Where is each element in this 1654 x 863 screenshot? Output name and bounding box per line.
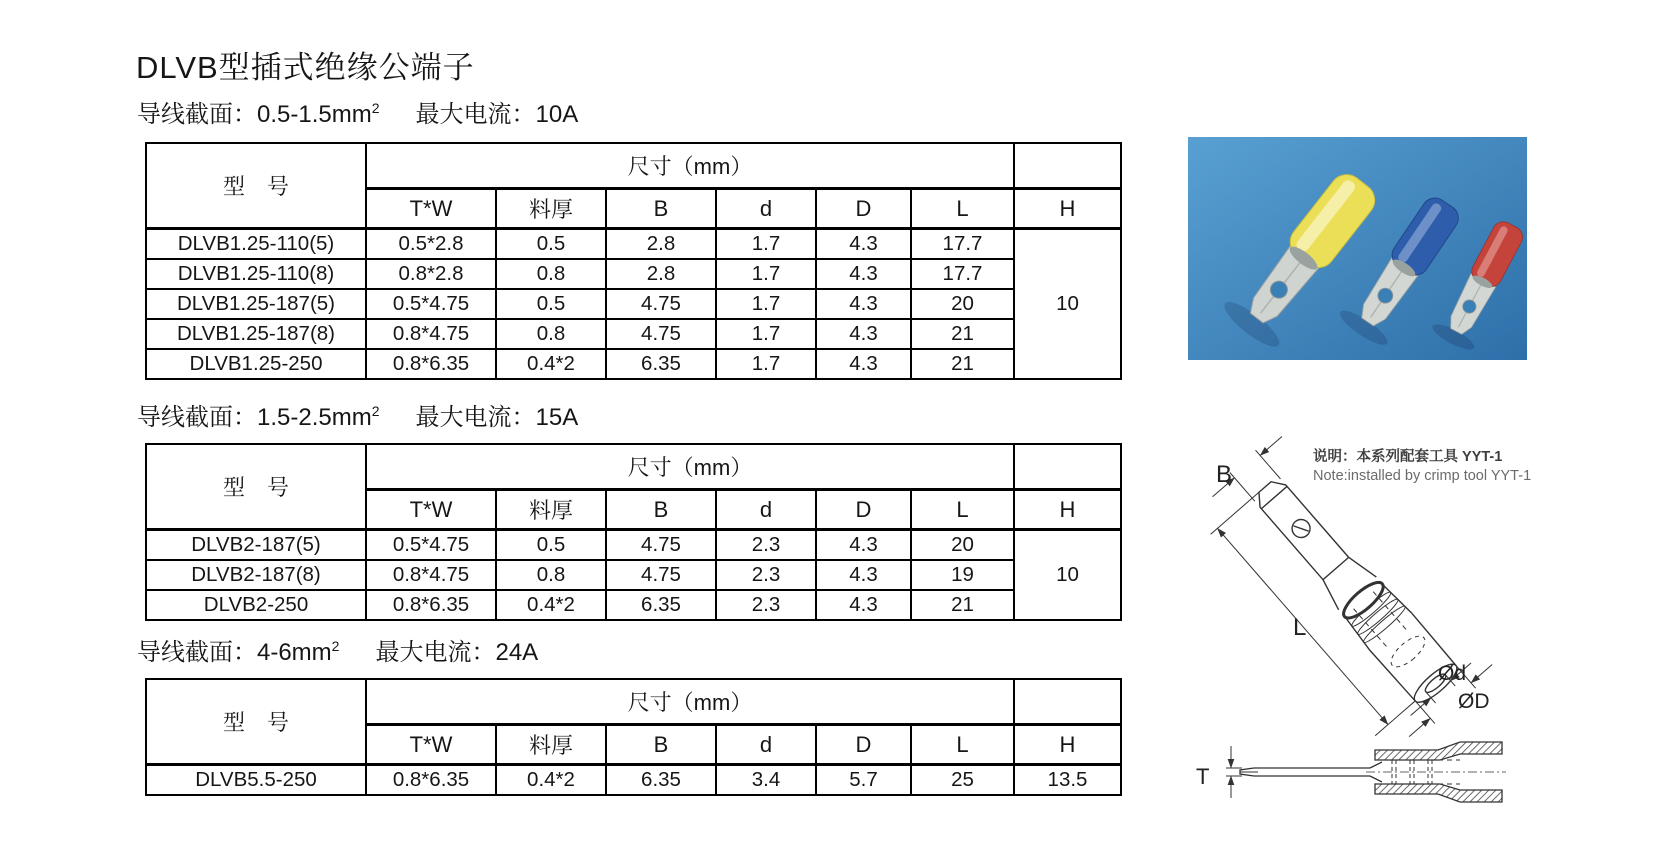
column-header: 料厚 [496, 189, 606, 229]
value-cell: 19 [911, 560, 1014, 590]
value-cell: 0.5 [496, 229, 606, 260]
value-cell: 4.3 [816, 349, 911, 379]
spec-line-1 [137, 94, 578, 129]
value-cell: 5.7 [816, 765, 911, 796]
dimensions-group-header: 尺寸（mm） [366, 679, 1014, 725]
value-cell: 4.3 [816, 319, 911, 349]
value-cell: 4.3 [816, 289, 911, 319]
column-header: D [816, 725, 911, 765]
column-header-h: H [1014, 189, 1121, 229]
value-cell: 20 [911, 530, 1014, 561]
spec-table-3-wrap [145, 678, 1122, 796]
note-chinese: 说明：本系列配套工具 YYT-1 [1313, 449, 1503, 465]
spec-line-3 [137, 632, 538, 667]
table-row [146, 319, 1121, 349]
value-cell: 4.75 [606, 560, 716, 590]
value-cell: 4.3 [816, 560, 911, 590]
column-header-h: H [1014, 490, 1121, 530]
value-cell: 1.7 [716, 349, 816, 379]
wire-section-text: 导线截面：1.5-2.5mm [137, 404, 372, 431]
column-header: T*W [366, 725, 496, 765]
value-cell: 4.3 [816, 229, 911, 260]
value-cell: 1.7 [716, 289, 816, 319]
model-cell: DLVB1.25-250 [146, 349, 366, 379]
model-cell: DLVB1.25-187(5) [146, 289, 366, 319]
dimension-label-od-small: Ød [1438, 662, 1467, 685]
spec-table-1 [145, 142, 1122, 380]
column-header: 料厚 [496, 490, 606, 530]
value-cell: 4.75 [606, 319, 716, 349]
column-header: B [606, 725, 716, 765]
model-column-header: 型 号 [146, 143, 366, 229]
column-header: L [911, 189, 1014, 229]
value-cell: 1.7 [716, 229, 816, 260]
value-cell: 21 [911, 319, 1014, 349]
value-cell: 2.3 [716, 560, 816, 590]
value-cell: 4.75 [606, 289, 716, 319]
h-value-cell: 13.5 [1014, 765, 1121, 796]
column-header: B [606, 189, 716, 229]
dimension-diagram-svg [1130, 420, 1654, 858]
superscript: 2 [371, 403, 380, 419]
superscript: 2 [371, 100, 380, 116]
column-header: 料厚 [496, 725, 606, 765]
value-cell: 0.4*2 [496, 590, 606, 620]
value-cell: 0.8 [496, 259, 606, 289]
value-cell: 0.5 [496, 530, 606, 561]
max-current-text: 最大电流：15A [415, 404, 579, 431]
dimensions-group-header: 尺寸（mm） [366, 143, 1014, 189]
wire-section-text: 导线截面：0.5-1.5mm [137, 101, 372, 128]
value-cell: 0.8*6.35 [366, 349, 496, 379]
value-cell: 0.8 [496, 319, 606, 349]
h-column-spacer [1014, 444, 1121, 490]
value-cell: 25 [911, 765, 1014, 796]
spec-table-2-wrap [145, 443, 1122, 621]
dimension-label-od-big: ØD [1458, 690, 1490, 713]
value-cell: 0.4*2 [496, 765, 606, 796]
model-cell: DLVB1.25-187(8) [146, 319, 366, 349]
value-cell: 17.7 [911, 229, 1014, 260]
max-current-text: 最大电流：24A [375, 639, 539, 666]
value-cell: 0.5*4.75 [366, 530, 496, 561]
value-cell: 4.3 [816, 259, 911, 289]
column-header: L [911, 725, 1014, 765]
column-header: D [816, 189, 911, 229]
column-header: L [911, 490, 1014, 530]
column-header-h: H [1014, 725, 1121, 765]
product-photo-illustration [1188, 137, 1527, 360]
value-cell: 1.7 [716, 259, 816, 289]
max-current-text: 最大电流：10A [415, 101, 579, 128]
value-cell: 2.8 [606, 259, 716, 289]
product-photo [1188, 137, 1527, 360]
table-row [146, 765, 1121, 796]
model-cell: DLVB1.25-110(8) [146, 259, 366, 289]
table-row [146, 259, 1121, 289]
value-cell: 2.3 [716, 530, 816, 561]
h-value-cell: 10 [1014, 229, 1121, 380]
table-row [146, 530, 1121, 561]
model-cell: DLVB2-250 [146, 590, 366, 620]
h-column-spacer [1014, 143, 1121, 189]
table-row [146, 349, 1121, 379]
spec-table-3 [145, 678, 1122, 796]
model-cell: DLVB2-187(5) [146, 530, 366, 561]
value-cell: 0.5*2.8 [366, 229, 496, 260]
dimension-diagram [1130, 420, 1654, 858]
h-value-cell: 10 [1014, 530, 1121, 621]
value-cell: 2.3 [716, 590, 816, 620]
side-section-drawing [1226, 742, 1506, 802]
column-header: T*W [366, 490, 496, 530]
value-cell: 0.8*4.75 [366, 319, 496, 349]
dimensions-group-header: 尺寸（mm） [366, 444, 1014, 490]
page-title: DLVB型插式绝缘公端子 [136, 50, 475, 85]
value-cell: 0.8*6.35 [366, 590, 496, 620]
value-cell: 0.4*2 [496, 349, 606, 379]
model-column-header: 型 号 [146, 444, 366, 530]
value-cell: 4.3 [816, 530, 911, 561]
model-cell: DLVB5.5-250 [146, 765, 366, 796]
value-cell: 0.8*2.8 [366, 259, 496, 289]
spec-table-2 [145, 443, 1122, 621]
column-header: d [716, 189, 816, 229]
table-row [146, 590, 1121, 620]
value-cell: 0.5 [496, 289, 606, 319]
value-cell: 20 [911, 289, 1014, 319]
dimension-label-L: L [1293, 614, 1307, 641]
dimension-label-T: T [1196, 764, 1210, 789]
value-cell: 21 [911, 349, 1014, 379]
column-header: d [716, 725, 816, 765]
model-cell: DLVB2-187(8) [146, 560, 366, 590]
wire-section-text: 导线截面：4-6mm [137, 639, 332, 666]
value-cell: 4.75 [606, 530, 716, 561]
model-column-header: 型 号 [146, 679, 366, 765]
value-cell: 3.4 [716, 765, 816, 796]
value-cell: 0.8*6.35 [366, 765, 496, 796]
superscript: 2 [331, 638, 340, 654]
value-cell: 0.5*4.75 [366, 289, 496, 319]
value-cell: 2.8 [606, 229, 716, 260]
value-cell: 6.35 [606, 590, 716, 620]
column-header: B [606, 490, 716, 530]
spec-line-2 [137, 397, 578, 432]
column-header: T*W [366, 189, 496, 229]
column-header: D [816, 490, 911, 530]
table-row [146, 289, 1121, 319]
value-cell: 17.7 [911, 259, 1014, 289]
value-cell: 4.3 [816, 590, 911, 620]
value-cell: 6.35 [606, 349, 716, 379]
column-header: d [716, 490, 816, 530]
value-cell: 6.35 [606, 765, 716, 796]
table-row [146, 560, 1121, 590]
spec-table-1-wrap [145, 142, 1122, 380]
h-column-spacer [1014, 679, 1121, 725]
value-cell: 0.8*4.75 [366, 560, 496, 590]
value-cell: 0.8 [496, 560, 606, 590]
note-english: Note:installed by crimp tool YYT-1 [1313, 468, 1532, 484]
value-cell: 1.7 [716, 319, 816, 349]
dimension-label-B: B [1216, 461, 1233, 488]
value-cell: 21 [911, 590, 1014, 620]
model-cell: DLVB1.25-110(5) [146, 229, 366, 260]
table-row [146, 229, 1121, 260]
